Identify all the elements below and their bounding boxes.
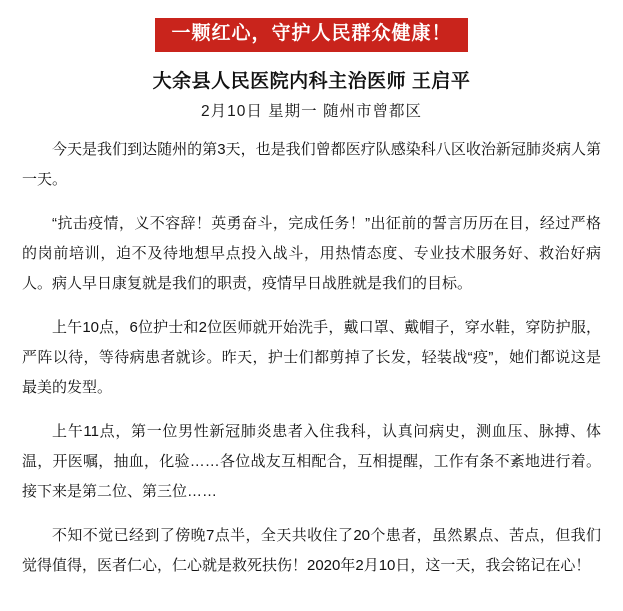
- paragraph: “抗击疫情，义不容辞！英勇奋斗，完成任务！”出征前的誓言历历在目，经过严格的岗前培训，迫不及待地想早点投入战斗，用热情态度、专业技术服务好、救治好病人。病人早日康复就是我们的职责，疫情早日战胜就是我们的目标。: [22, 214, 601, 292]
- paragraph: 上午11点，第一位男性新冠肺炎患者入住我科，认真问病史，测血压、脉搏、体温，开医嘱，抽血，化验……各位战友互相配合，互相提醒，工作有条不紊地进行着。接下来是第二位、第三位……: [22, 422, 601, 500]
- page-title: 大余县人民医院内科主治医师 王启平: [152, 70, 471, 92]
- banner-container: [22, 18, 601, 52]
- paragraph: 今天是我们到达随州的第3天，也是我们曾都医疗队感染科八区收治新冠肺炎病人第一天。: [22, 140, 601, 188]
- paragraph: 上午10点，6位护士和2位医师就开始洗手，戴口罩、戴帽子，穿水鞋，穿防护服，严阵以待，等待病患者就诊。昨天，护士们都剪掉了长发，轻装战“疫”，她们都说这是最美的发型。: [22, 318, 601, 396]
- paragraph: 不知不觉已经到了傍晚7点半，全天共收住了20个患者，虽然累点、苦点，但我们觉得值得，医者仁心，仁心就是救死扶伤！2020年2月10日，这一天，我会铭记在心！: [22, 526, 601, 574]
- article-body: [22, 135, 601, 581]
- headline-banner: 一颗红心，守护人民群众健康！: [155, 18, 467, 52]
- page-subtitle: 2月10日 星期一 随州市曾都区: [201, 102, 422, 120]
